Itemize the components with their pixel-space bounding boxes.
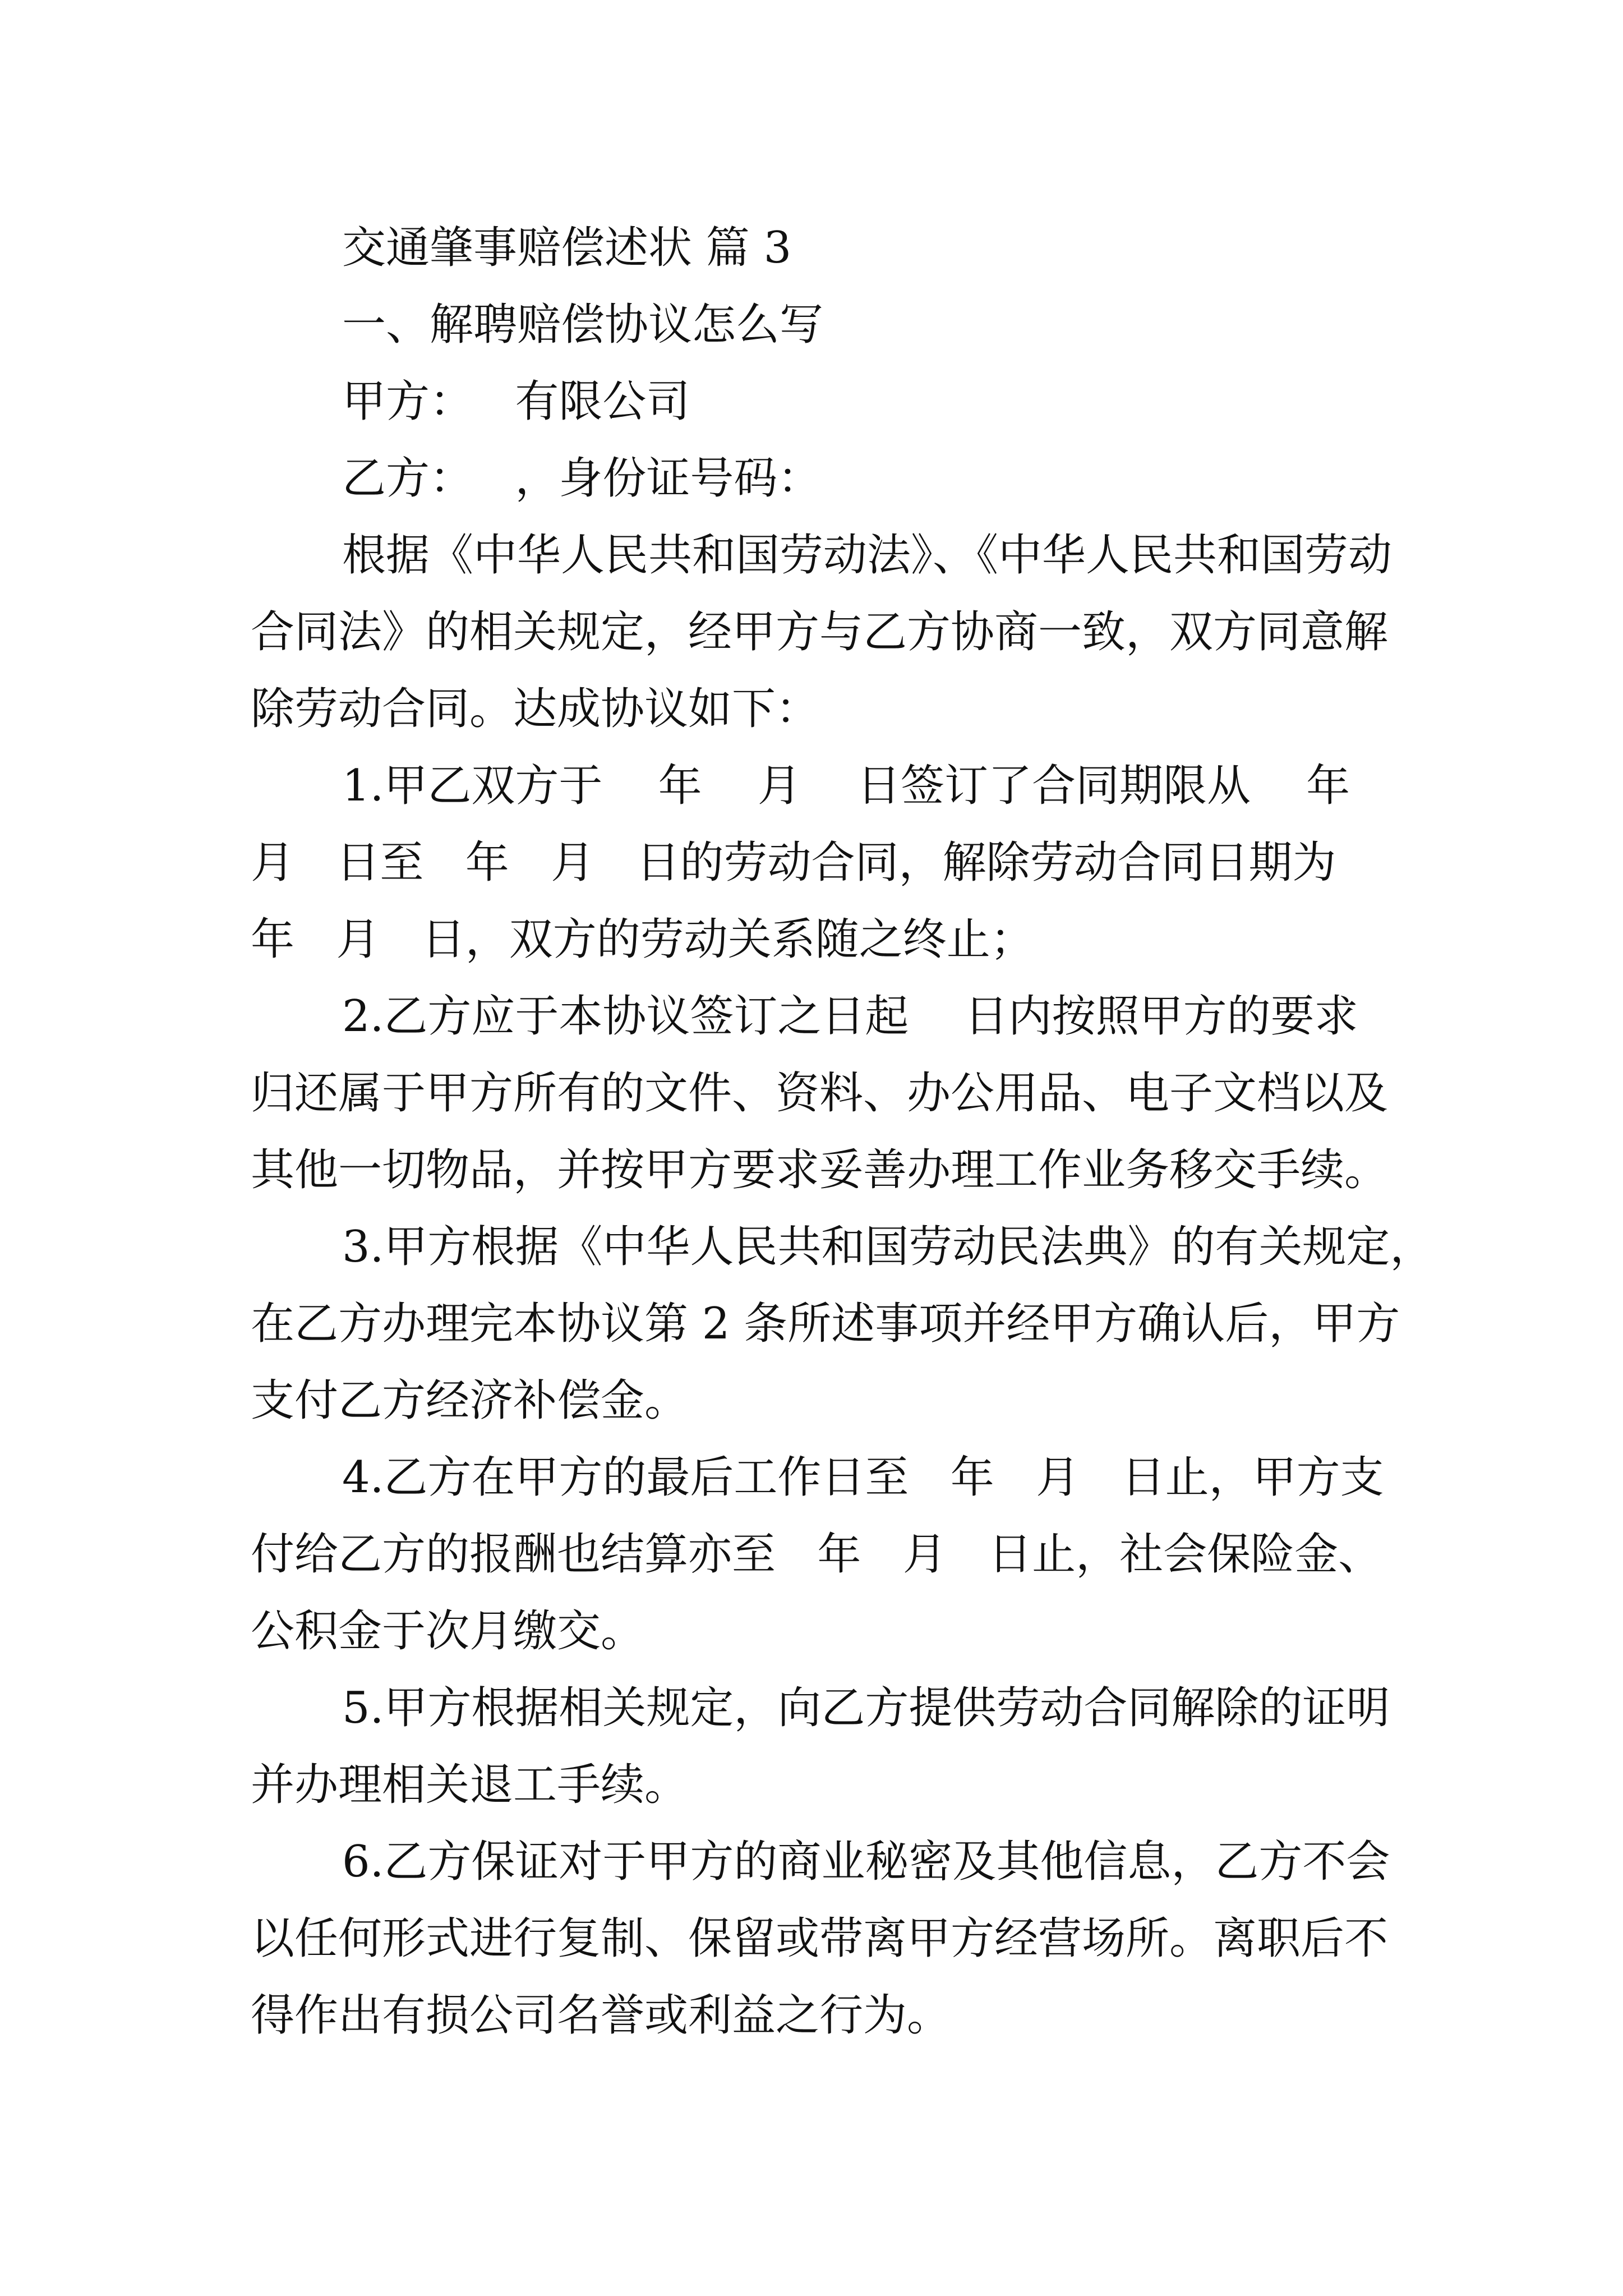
clause-1-paragraph xyxy=(251,748,1484,978)
clause-6-paragraph xyxy=(251,1824,1484,2054)
paragraph-line: 并办理相关退工手续。 xyxy=(251,1760,689,1810)
paragraph-line: 在乙方办理完本协议第 2 条所述事项并经甲方确认后，甲方 xyxy=(251,1299,1400,1349)
paragraph-line: 以任何形式进行复制、保留或带离甲方经营场所。离职后不 xyxy=(251,1913,1389,1964)
clause-3-paragraph xyxy=(251,1209,1484,1439)
paragraph-line: 公积金于次月缴交。 xyxy=(251,1606,645,1657)
heading-line: 一、解聘赔偿协议怎么写 xyxy=(342,300,824,350)
paragraph-line: 除劳动合同。达成协议如下： xyxy=(251,684,820,734)
paragraph-line: 得作出有损公司名誉或利益之行为。 xyxy=(251,1990,951,2041)
paragraph-line: 支付乙方经济补偿金。 xyxy=(251,1375,689,1426)
party-a-line: 甲方： 有限公司 xyxy=(342,376,690,427)
paragraph-line: 月 日至 年 月 日的劳动合同，解除劳动合同日期为 xyxy=(251,838,1336,888)
paragraph-line: 5.甲方根据相关规定，向乙方提供劳动合同解除的证明 xyxy=(342,1683,1390,1733)
paragraph-line: 6.乙方保证对于甲方的商业秘密及其他信息，乙方不会 xyxy=(342,1837,1390,1887)
paragraph-line: 年 月 日，双方的劳动关系随之终止； xyxy=(251,914,1034,965)
paragraph-line: 4.乙方在甲方的最后工作日至 年 月 日止，甲方支 xyxy=(342,1452,1384,1503)
document-title xyxy=(251,210,1484,287)
paragraph-line: 合同法》的相关规定，经甲方与乙方协商一致，双方同意解 xyxy=(251,607,1389,657)
party-b-line: 乙方： ，身份证号码： xyxy=(342,453,822,504)
paragraph-line: 根据《中华人民共和国劳动法》、《中华人民共和国劳动 xyxy=(342,530,1393,581)
clause-5-paragraph xyxy=(251,1670,1484,1824)
party-b xyxy=(251,440,1484,517)
preamble-paragraph xyxy=(251,517,1484,748)
paragraph-line: 1.甲乙双方于 年 月 日签订了合同期限从 年 xyxy=(342,761,1350,811)
clause-4-paragraph xyxy=(251,1439,1484,1670)
section-heading xyxy=(251,287,1484,364)
paragraph-line: 2.乙方应于本协议签订之日起 日内按照甲方的要求 xyxy=(342,991,1358,1042)
document-body xyxy=(251,210,1484,2054)
paragraph-line: 3.甲方根据《中华人民共和国劳动民法典》的有关规定， xyxy=(342,1222,1434,1272)
party-a xyxy=(251,364,1484,440)
paragraph-line: 付给乙方的报酬也结算亦至 年 月 日止，社会保险金、 xyxy=(251,1529,1382,1580)
title-line: 交通肇事赔偿述状 篇 3 xyxy=(342,223,792,273)
clause-2-paragraph xyxy=(251,978,1484,1209)
paragraph-line: 其他一切物品，并按甲方要求妥善办理工作业务移交手续。 xyxy=(251,1145,1389,1195)
paragraph-line: 归还属于甲方所有的文件、资料、办公用品、电子文档以及 xyxy=(251,1068,1389,1119)
